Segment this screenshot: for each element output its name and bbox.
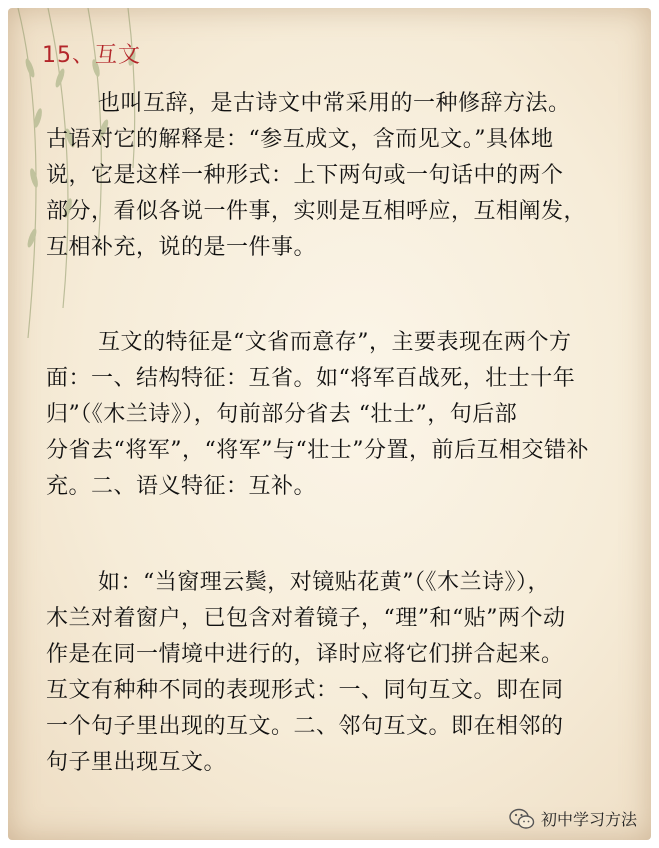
- text-line: 面：一、结构特征：互省。如“将军百战死，壮士十年: [46, 366, 576, 391]
- paragraph-examples: [46, 565, 636, 781]
- account-name: 初中学习方法: [540, 810, 637, 829]
- text-line: 也叫互辞，是古诗文中常采用的一种修辞方法。: [98, 91, 571, 116]
- text-line: 作是在同一情境中进行的，译时应将它们拼合起来。: [46, 642, 564, 667]
- document-page: [8, 8, 651, 840]
- wechat-icon: [509, 808, 535, 830]
- paragraph-features: [46, 325, 636, 505]
- section-title: 15、互文: [42, 43, 141, 68]
- text-line: 互文有种种不同的表现形式：一、同句互文。即在同: [46, 678, 564, 703]
- text-line: 说，它是这样一种形式：上下两句或一句话中的两个: [46, 163, 564, 188]
- text-line: 互文的特征是“文省而意存”，主要表现在两个方: [98, 330, 572, 355]
- text-line: 部分，看似各说一件事，实则是互相呼应，互相阐发，: [46, 199, 587, 224]
- text-line: 木兰对着窗户，已包含对着镜子，“理”和“贴”两个动: [46, 606, 566, 631]
- text-line: 古语对它的解释是：“参互成文，含而见文。”具体地: [46, 127, 554, 152]
- text-line: 分省去“将军”，“将军”与“壮士”分置，前后互相交错补: [46, 438, 589, 463]
- text-line: 归”（《木兰诗》），句前部分省去 “壮士”，句后部: [46, 402, 518, 427]
- paragraph-definition: [46, 86, 636, 266]
- text-line: 如：“当窗理云鬓，对镜贴花黄”（《木兰诗》），: [98, 570, 550, 595]
- account-watermark: [509, 807, 637, 830]
- text-line: 互相补充，说的是一件事。: [46, 235, 317, 260]
- text-line: 一个句子里出现的互文。二、邻句互文。即在相邻的: [46, 714, 564, 739]
- text-line: 充。二、语义特征：互补。: [46, 474, 317, 499]
- text-line: 句子里出现互文。: [46, 750, 227, 775]
